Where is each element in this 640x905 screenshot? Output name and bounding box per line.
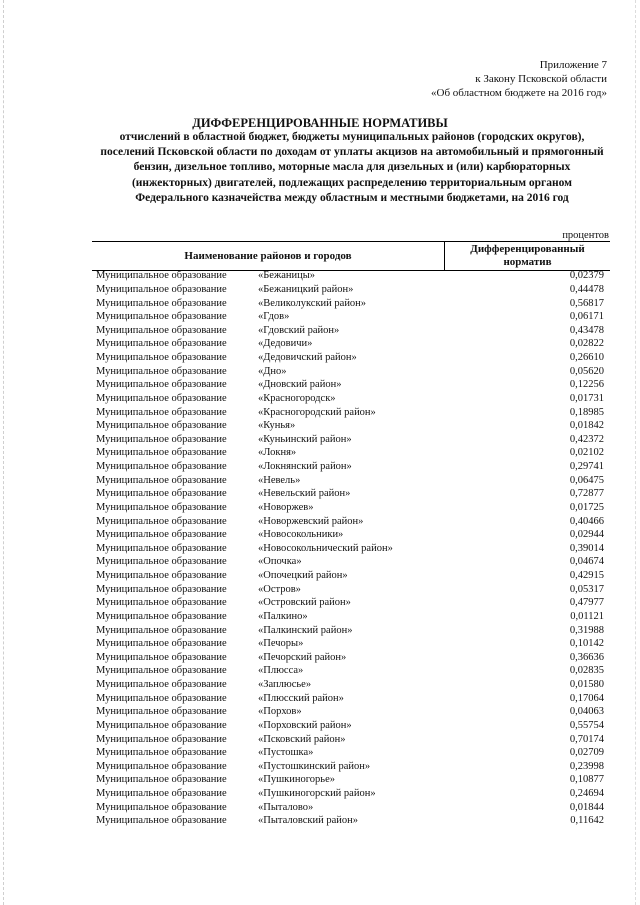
row-type-cell: Муниципальное образование <box>96 515 227 527</box>
row-type-cell: Муниципальное образование <box>96 774 227 786</box>
document-title: ДИФФЕРЕНЦИРОВАННЫЕ НОРМАТИВЫ <box>192 116 448 130</box>
row-type-cell: Муниципальное образование <box>96 406 227 418</box>
row-type-cell: Муниципальное образование <box>96 733 227 745</box>
row-type-cell: Муниципальное образование <box>96 624 227 636</box>
row-name-cell: «Бежаницкий район» <box>258 283 354 295</box>
row-name-cell: «Порхов» <box>258 706 302 718</box>
row-name-cell: «Красногородский район» <box>258 406 376 418</box>
row-name-cell: «Порховский район» <box>258 719 352 731</box>
row-type-cell: Муниципальное образование <box>96 338 227 350</box>
row-type-cell: Муниципальное образование <box>96 297 227 309</box>
table-row <box>96 705 612 719</box>
table-row <box>96 392 612 406</box>
row-value-cell: 0,18985 <box>569 406 604 418</box>
row-name-cell: «Пустошка» <box>258 747 314 759</box>
row-value-cell: 0,47977 <box>569 597 604 609</box>
row-name-cell: «Бежаницы» <box>258 270 316 282</box>
row-value-cell: 0,02709 <box>569 747 604 759</box>
row-name-cell: «Пустошкинский район» <box>258 760 371 772</box>
row-name-cell: «Кунья» <box>258 420 296 432</box>
table-header <box>92 241 610 271</box>
table-row <box>96 364 612 378</box>
row-type-cell: Муниципальное образование <box>96 352 227 364</box>
row-value-cell: 0,56817 <box>569 297 604 309</box>
row-value-cell: 0,02835 <box>569 665 604 677</box>
row-type-cell: Муниципальное образование <box>96 474 227 486</box>
row-name-cell: «Пыталово» <box>258 801 314 813</box>
table-row <box>96 596 612 610</box>
row-name-cell: «Опочка» <box>258 556 302 568</box>
row-value-cell: 0,01725 <box>569 501 604 513</box>
row-type-cell: Муниципальное образование <box>96 488 227 500</box>
row-value-cell: 0,10877 <box>569 774 604 786</box>
row-name-cell: «Локнянский район» <box>258 461 352 473</box>
row-name-cell: «Пушкиногорский район» <box>258 788 376 800</box>
row-value-cell: 0,05317 <box>569 583 604 595</box>
row-value-cell: 0,29741 <box>569 461 604 473</box>
document-subtitle: отчислений в областной бюджет, бюджеты муниципальных районов (городских округов), поселений Псковской области по доходам от уплаты акцизов на автомобильный и прямогонный бензин, дизельное топливо, моторные масла для дизельных и (или) карбюраторных (инжекторных) двигателей, подлежащих распределению территориальным органом Федерального казначейства между областным и местными бюджетами, на 2016 год <box>100 131 604 204</box>
table-row <box>96 419 612 433</box>
row-value-cell: 0,17064 <box>569 692 604 704</box>
table-row <box>96 637 612 651</box>
row-type-cell: Муниципальное образование <box>96 501 227 513</box>
row-name-cell: «Палкино» <box>258 610 308 622</box>
table-row <box>96 814 612 828</box>
row-type-cell: Муниципальное образование <box>96 542 227 554</box>
row-type-cell: Муниципальное образование <box>96 283 227 295</box>
row-value-cell: 0,26610 <box>569 352 604 364</box>
row-name-cell: «Плюсса» <box>258 665 304 677</box>
header-norm-line-1: Дифференцированный <box>470 243 585 255</box>
row-name-cell: «Заплюсье» <box>258 679 312 691</box>
table-row <box>96 582 612 596</box>
row-type-cell: Муниципальное образование <box>96 801 227 813</box>
table-row <box>96 337 612 351</box>
row-type-cell: Муниципальное образование <box>96 324 227 336</box>
table-row <box>96 719 612 733</box>
table-row <box>96 378 612 392</box>
table-row <box>96 460 612 474</box>
appendix-caption <box>347 58 607 100</box>
table-row <box>96 555 612 569</box>
row-value-cell: 0,23998 <box>569 760 604 772</box>
row-type-cell: Муниципальное образование <box>96 679 227 691</box>
row-type-cell: Муниципальное образование <box>96 420 227 432</box>
row-type-cell: Муниципальное образование <box>96 610 227 622</box>
row-name-cell: «Куньинский район» <box>258 433 352 445</box>
row-type-cell: Муниципальное образование <box>96 760 227 772</box>
table-row <box>96 446 612 460</box>
row-value-cell: 0,02822 <box>569 338 604 350</box>
table-row <box>96 623 612 637</box>
table-row <box>96 664 612 678</box>
row-type-cell: Муниципальное образование <box>96 379 227 391</box>
row-name-cell: «Новоржевский район» <box>258 515 364 527</box>
row-value-cell: 0,06171 <box>569 311 604 323</box>
table-row <box>96 787 612 801</box>
row-type-cell: Муниципальное образование <box>96 815 227 827</box>
table-row <box>96 405 612 419</box>
row-name-cell: «Гдовский район» <box>258 324 340 336</box>
row-type-cell: Муниципальное образование <box>96 706 227 718</box>
row-name-cell: «Пыталовский район» <box>258 815 359 827</box>
row-value-cell: 0,24694 <box>569 788 604 800</box>
header-norm-column <box>444 242 610 270</box>
row-value-cell: 0,01844 <box>569 801 604 813</box>
row-type-cell: Муниципальное образование <box>96 665 227 677</box>
row-value-cell: 0,43478 <box>569 324 604 336</box>
row-value-cell: 0,01731 <box>569 392 604 404</box>
row-name-cell: «Новоржев» <box>258 501 314 513</box>
row-type-cell: Муниципальное образование <box>96 719 227 731</box>
row-value-cell: 0,11642 <box>570 815 604 827</box>
table-row <box>96 732 612 746</box>
row-type-cell: Муниципальное образование <box>96 597 227 609</box>
row-value-cell: 0,02379 <box>569 270 604 282</box>
row-value-cell: 0,01580 <box>569 679 604 691</box>
table-row <box>96 528 612 542</box>
row-value-cell: 0,10142 <box>569 638 604 650</box>
row-name-cell: «Красногородск» <box>258 392 336 404</box>
row-name-cell: «Новосокольнический район» <box>258 542 393 554</box>
appendix-line-2: к Закону Псковской области <box>475 73 607 85</box>
row-value-cell: 0,01121 <box>570 610 604 622</box>
table-row <box>96 283 612 297</box>
header-name-column: Наименование районов и городов <box>184 250 352 262</box>
row-value-cell: 0,40466 <box>569 515 604 527</box>
table-row <box>96 691 612 705</box>
row-name-cell: «Гдов» <box>258 311 290 323</box>
row-name-cell: «Пушкиногорье» <box>258 774 336 786</box>
row-value-cell: 0,44478 <box>569 283 604 295</box>
row-type-cell: Муниципальное образование <box>96 392 227 404</box>
row-value-cell: 0,31988 <box>569 624 604 636</box>
row-name-cell: «Дедовичи» <box>258 338 313 350</box>
scan-edge-left <box>3 0 5 905</box>
row-type-cell: Муниципальное образование <box>96 461 227 473</box>
row-type-cell: Муниципальное образование <box>96 638 227 650</box>
table-row <box>96 269 612 283</box>
row-value-cell: 0,39014 <box>569 542 604 554</box>
row-type-cell: Муниципальное образование <box>96 651 227 663</box>
row-name-cell: «Опочецкий район» <box>258 570 348 582</box>
row-value-cell: 0,04063 <box>569 706 604 718</box>
row-type-cell: Муниципальное образование <box>96 556 227 568</box>
scan-edge-right <box>635 0 637 905</box>
table-row <box>96 310 612 324</box>
row-name-cell: «Печорский район» <box>258 651 347 663</box>
table-row <box>96 678 612 692</box>
row-name-cell: «Островский район» <box>258 597 351 609</box>
table-row <box>96 473 612 487</box>
row-value-cell: 0,06475 <box>569 474 604 486</box>
row-type-cell: Муниципальное образование <box>96 529 227 541</box>
row-name-cell: «Остров» <box>258 583 301 595</box>
row-value-cell: 0,70174 <box>569 733 604 745</box>
row-name-cell: «Новосокольники» <box>258 529 344 541</box>
appendix-line-3: «Об областном бюджете на 2016 год» <box>431 87 607 99</box>
row-name-cell: «Локня» <box>258 447 297 459</box>
row-type-cell: Муниципальное образование <box>96 433 227 445</box>
table-row <box>96 610 612 624</box>
row-name-cell: «Великолукский район» <box>258 297 367 309</box>
row-value-cell: 0,55754 <box>569 719 604 731</box>
row-type-cell: Муниципальное образование <box>96 570 227 582</box>
table-row <box>96 651 612 665</box>
table-body <box>96 269 612 828</box>
row-value-cell: 0,02944 <box>569 529 604 541</box>
row-value-cell: 0,02102 <box>569 447 604 459</box>
row-name-cell: «Дновский район» <box>258 379 342 391</box>
row-type-cell: Муниципальное образование <box>96 365 227 377</box>
row-name-cell: «Псковский район» <box>258 733 346 745</box>
table-row <box>96 351 612 365</box>
unit-label: процентов <box>562 230 609 241</box>
table-row <box>96 324 612 338</box>
row-type-cell: Муниципальное образование <box>96 692 227 704</box>
appendix-line-1: Приложение 7 <box>539 59 607 71</box>
row-value-cell: 0,72877 <box>569 488 604 500</box>
table-row <box>96 569 612 583</box>
table-row <box>96 296 612 310</box>
table-row <box>96 501 612 515</box>
table-row <box>96 514 612 528</box>
row-value-cell: 0,42915 <box>569 570 604 582</box>
header-norm-line-2: норматив <box>503 256 552 268</box>
table-row <box>96 433 612 447</box>
row-type-cell: Муниципальное образование <box>96 311 227 323</box>
row-name-cell: «Дно» <box>258 365 287 377</box>
row-value-cell: 0,36636 <box>569 651 604 663</box>
row-name-cell: «Невельский район» <box>258 488 351 500</box>
row-name-cell: «Палкинский район» <box>258 624 353 636</box>
table-row <box>96 800 612 814</box>
row-name-cell: «Плюсский район» <box>258 692 344 704</box>
table-row <box>96 542 612 556</box>
row-value-cell: 0,12256 <box>569 379 604 391</box>
table-row <box>96 487 612 501</box>
row-value-cell: 0,01842 <box>569 420 604 432</box>
row-type-cell: Муниципальное образование <box>96 583 227 595</box>
row-value-cell: 0,04674 <box>569 556 604 568</box>
table-row <box>96 760 612 774</box>
row-type-cell: Муниципальное образование <box>96 447 227 459</box>
row-name-cell: «Невель» <box>258 474 301 486</box>
row-value-cell: 0,42372 <box>569 433 604 445</box>
table-row <box>96 746 612 760</box>
row-name-cell: «Дедовичский район» <box>258 352 357 364</box>
row-type-cell: Муниципальное образование <box>96 270 227 282</box>
row-type-cell: Муниципальное образование <box>96 747 227 759</box>
table-row <box>96 773 612 787</box>
row-name-cell: «Печоры» <box>258 638 304 650</box>
row-value-cell: 0,05620 <box>569 365 604 377</box>
row-type-cell: Муниципальное образование <box>96 788 227 800</box>
